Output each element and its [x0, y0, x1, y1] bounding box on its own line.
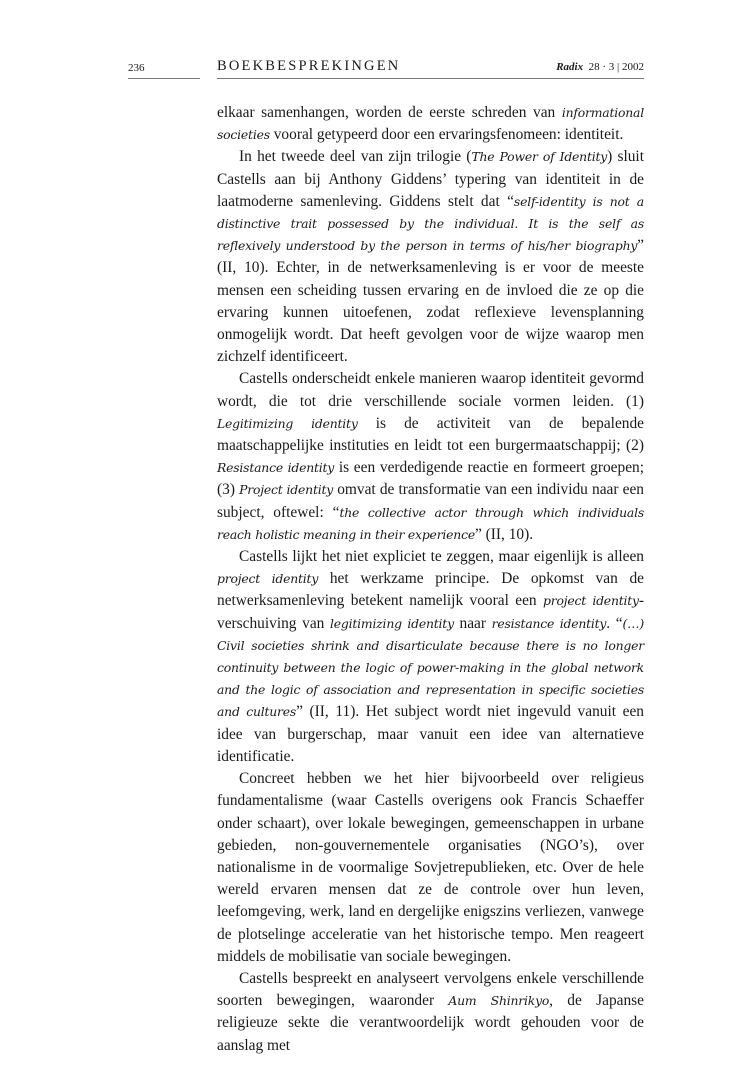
paragraph: Castells bespreekt en analyseert vervolgens enkele verschillende soorten bewegingen, waaronder Aum Shinrikyo, de Japanse religieuze sekte die verantwoordelijk wordt gehouden voor de aanslag met — [217, 969, 644, 1054]
italic-term: Resistance identity — [217, 460, 335, 476]
header-rule-left — [128, 78, 200, 79]
section-title: BOEKBESPREKINGEN — [217, 58, 401, 74]
italic-term: Project identity — [239, 482, 334, 498]
running-header — [0, 58, 738, 80]
header-rule-right — [217, 78, 644, 79]
italic-term: legitimizing identity — [329, 615, 454, 631]
italic-term: project identity — [217, 571, 319, 587]
italic-term: The Power of Identity — [471, 149, 608, 165]
paragraph: In het tweede deel van zijn trilogie (The Power of Identity) sluit Castells aan bij Anthony Giddens’ typering van identiteit in de laatmoderne samenleving. Giddens stelt dat “self-identity is not a distinctive trait possessed by the individual. It is the self as reflexively understood by the person in terms of his/her biography” (II, 10). Echter, in de netwerksamenleving is er voor de meeste mensen een scheiding tussen ervaring en de invloed die ze op die ervaring kunnen uitoefenen, zodat reflexieve levensplanning onmogelijk wordt. Dat heeft gevolgen voor de wijze waarop men zichzelf identificeert. — [217, 148, 644, 366]
italic-term: resistance identity — [491, 615, 607, 631]
italic-term: Aum Shinrikyo — [448, 993, 550, 1009]
paragraph: Castells lijkt het niet expliciet te zeggen, maar eigenlijk is alleen project identity het werkzame principe. De opkomst van de netwerksamenleving betekent namelijk vooral een project identity-verschuiving van legitimizing identity naar resistance identity. “(…) Civil societies shrink and disarticulate because there is no longer continuity between the logic of power-making in the global network and the logic of association and representation in specific societies and cultures” (II, 11). Het subject wordt niet ingevuld vanuit een idee van burgerschap, maar vanuit een idee van alternatieve identificatie. — [217, 548, 645, 765]
journal-issue: 28 · 3 | 2002 — [588, 61, 644, 73]
italic-term: informational societies — [217, 105, 644, 143]
journal-name: Radix — [556, 61, 584, 73]
italic-term: (…) Civil societies shrink and disarticulate because there is no longer continuity between the logic of power-making in the global network and the logic of association and representation in specific societies and cultures — [217, 615, 645, 720]
paragraph: elkaar samenhangen, worden de eerste schreden van informational societies vooral getypeerd door een ervaringsfenomeen: identiteit. — [217, 104, 644, 144]
page-number: 236 — [128, 62, 145, 74]
paragraph: Castells onderscheidt enkele manieren waarop identiteit gevormd wordt, die tot drie verschillende sociale vormen leiden. (1) Legitimizing identity is de activiteit van de bepalende maatschappelijke instituties en leidt tot een burgermaatschappij; (2) Resistance identity is een verdedigende reactie en formeert groepen; (3) Project identity omvat de transformatie van een individu naar een subject, oftewel: “the collective actor through which individuals reach holistic meaning in their experience” (II, 10). — [217, 370, 645, 543]
italic-term: self-identity is not a distinctive trait possessed by the individual. It is the self as reflexively understood by the person in terms of his/her biography — [217, 193, 644, 254]
journal-reference — [556, 61, 644, 73]
italic-term: project identity — [543, 593, 639, 609]
paragraph: Concreet hebben we het hier bijvoorbeeld over religieus fundamentalisme (waar Castells overigens ook Francis Schaeffer onder schaart), over lokale bewegingen, gemeenschappen in urbane gebieden, non-gouvernementele organisaties (NGO’s), over nationalisme in de voormalige Sovjetrepublieken, etc. Over de hele wereld ervaren mensen dat ze de controle over hun leven, leefomgeving, werk, land en dergelijke enigszins verliezen, vanwege de plotselinge acceleratie van het historische tempo. Men reageert middels de mobilisatie van sociale bewegingen. — [217, 770, 644, 965]
italic-term: the collective actor through which individuals reach holistic meaning in their experience — [217, 504, 644, 542]
italic-term: Legitimizing identity — [217, 415, 358, 431]
body-text — [217, 102, 644, 1057]
